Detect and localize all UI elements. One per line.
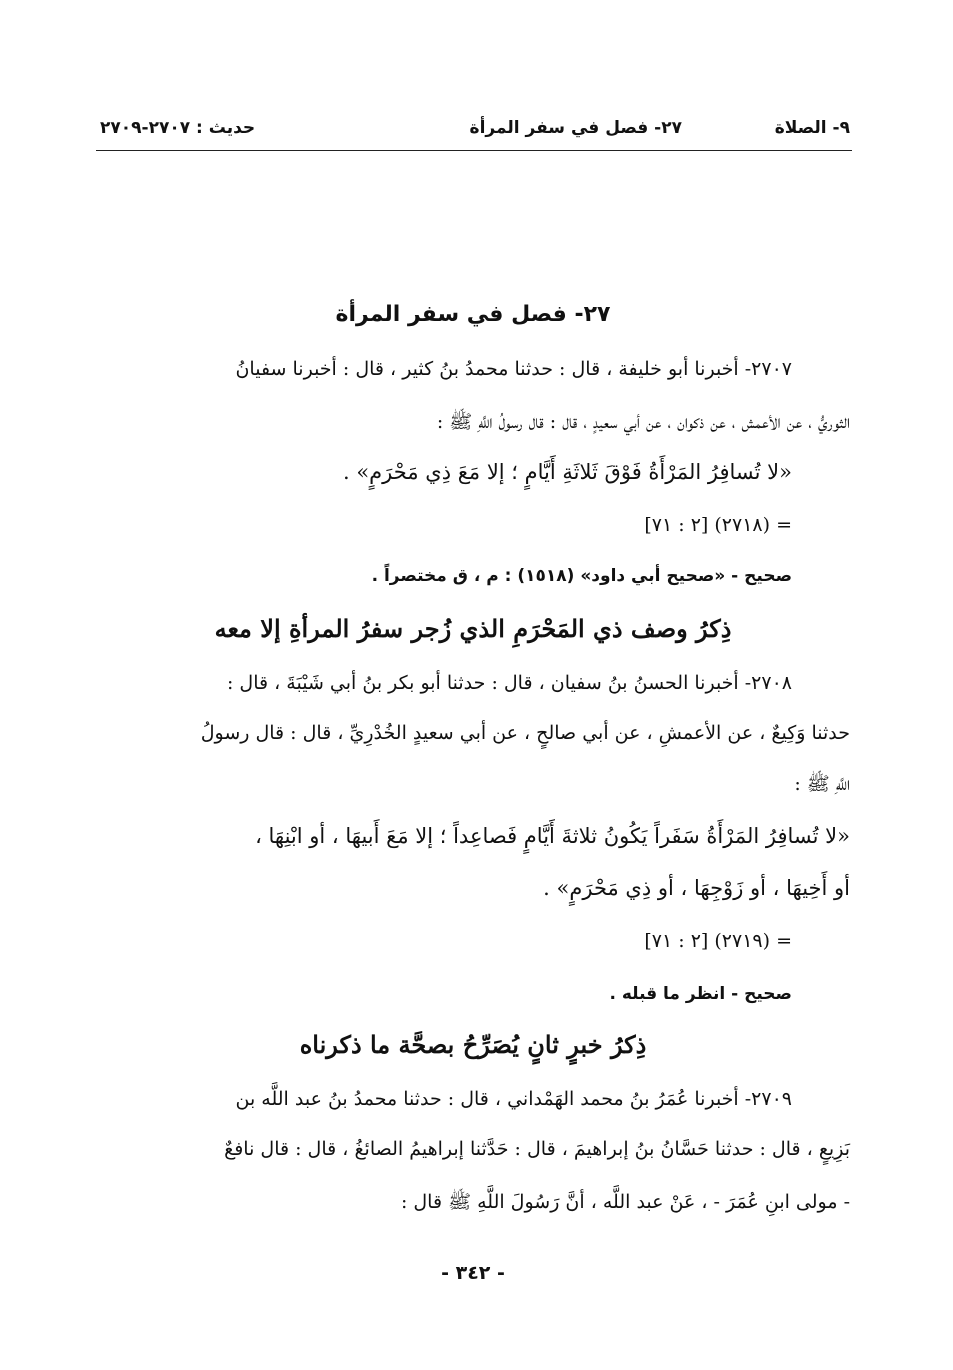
hadith-2709-line-3: - مولى ابنِ عُمَرَ - ، عَنْ عبد اللَّه ، أنَّ رَسُولَ اللَّهِ ﷺ قال : [400,1191,850,1213]
hadith-2708-quote-2: أو أَخِيهَا ، أو زَوْجِهَا ، أو ذِي مَحْرَمٍ» . [543,876,850,900]
section-title: ٢٧- فصل في سفر المرأة [335,302,611,327]
hadith-2708-line-1: ٢٧٠٨- أخبرنا الحسنُ بنُ سفيان ، قال : حدثنا أبو بكر بنُ أبي شَيْبَةَ ، قال : [226,672,792,694]
subheading-mahram-description: ذِكرُ وصف ذي المَحْرَمِ الذي زُجر سفرُ المرأةِ إلا معه [214,614,732,643]
hadith-2707-line-1: ٢٧٠٧- أخبرنا أبو خليفة ، قال : حدثنا محمدُ بنُ كثير ، قال : أخبرنا سفيانُ [235,358,792,380]
hadith-2708-line-2: حدثنا وَكِيعٌ ، عن الأعمشِ ، عن أبي صالحٍ ، عن أبي سعيدٍ الخُدْرِيِّ ، قال : قال رسولُ [200,722,850,744]
header-hadith-range: حديث : ٢٧٠٧-٢٧٠٩ [100,118,256,138]
hadith-2708-quote-1: «لا تُسافِرُ المَرْأَةُ سَفَراً يَكُونُ ثلاثةَ أَيَّامٍ فَصاعِداً ؛ إلا مَعَ أَبيهَا ، أو ابْنِهَا ، [255,824,850,848]
hadith-2708-line-3: اللَّهِ ﷺ : [794,773,850,795]
subheading-second-report: ذِكرُ خبرٍ ثانٍ يُصَرِّحُ بصحَّة ما ذكرناه [299,1030,647,1059]
hadith-2708-grade: صحيح - انظر ما قبله . [609,984,792,1004]
hadith-2709-line-1: ٢٧٠٩- أخبرنا عُمَرُ بنُ محمد الهَمْداني ، قال : حدثنا محمدُ بنُ عبد اللَّه بن [235,1088,792,1110]
hadith-2708-reference: = (٢٧١٩) [٢ : ٧١] [644,930,792,952]
hadith-2709-line-2: بَزِيعٍ ، قال : حدثنا حَسَّانُ بنُ إبراهيمَ ، قال : حَدَّثنا إبراهيمُ الصائغُ ، قال : قال نافعٌ [224,1138,850,1160]
running-header [96,112,852,151]
page-number: - ٣٤٢ - [441,1262,505,1284]
header-chapter-title: ٢٧- فصل في سفر المرأة [469,118,682,138]
hadith-2707-line-2: الثوريُّ ، عن الأعمش ، عن ذكوان ، عن أبي سعيدٍ ، قال : قال رسولُ اللَّهِ ﷺ : [436,411,850,433]
hadith-2707-reference: = (٢٧١٨) [٢ : ٧١] [644,514,792,536]
hadith-2707-grade: صحيح - «صحيح أبي داود» (١٥١٨) : م ، ق مختصراً . [371,566,792,586]
hadith-2707-quote: «لا تُسافِرُ المَرْأَةُ فَوْقَ ثَلاثَةِ أَيَّامٍ ؛ إلا مَعَ ذِي مَحْرَمٍ» . [342,460,792,484]
header-book-title: ٩- الصلاة [774,118,850,138]
